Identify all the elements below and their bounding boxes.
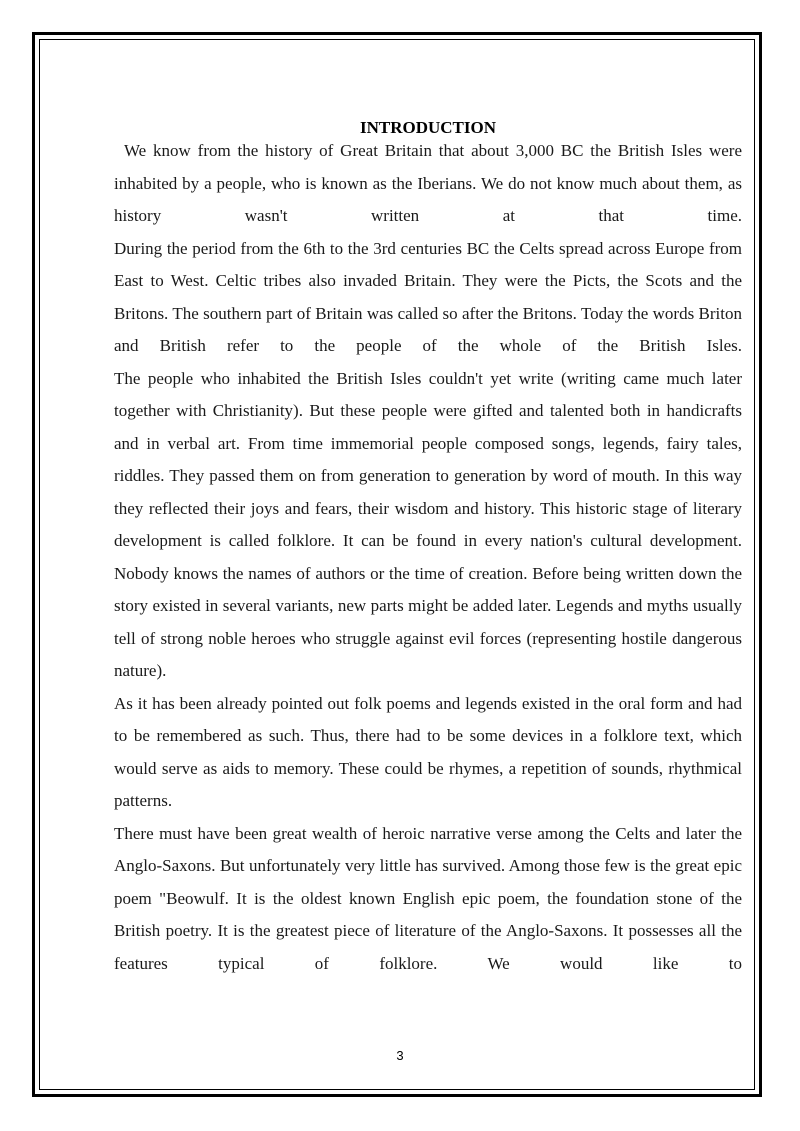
document-body <box>114 118 742 980</box>
paragraph-5: There must have been great wealth of heroic narrative verse among the Celts and later the Anglo-Saxons. But unfortunately very little has survived. Among those few is the great epic poem "Beowulf. It is the oldest known English epic poem, the foundation stone of the British poetry. It is the greatest piece of literature of the Anglo-Saxons. It possesses all the features typical of folklore. We would like to <box>114 823 742 973</box>
paragraph-3: The people who inhabited the British Isles couldn't yet write (writing came much later together with Christianity). But these people were gifted and talented both in handicrafts and in verbal art. From time immemorial people composed songs, legends, fairy tales, riddles. They passed them on from generation to generation by word of mouth. In this way they reflected their joys and fears, their wisdom and history. This historic stage of literary development is called folklore. It can be found in every nation's cultural development. Nobody knows the names of authors or the time of creation. Before being written down the story existed in several variants, new parts might be added later. Legends and myths usually tell of strong noble heroes who struggle against evil forces (representing hostile dangerous nature). <box>114 368 742 680</box>
paragraph-4: As it has been already pointed out folk poems and legends existed in the oral form and had to be remembered as such. Thus, there had to be some devices in a folklore text, which would serve as aids to memory. These could be rhymes, a repetition of sounds, rhythmical patterns. <box>114 693 742 810</box>
paragraph-1: We know from the history of Great Britain that about 3,000 BC the British Isles were inhabited by a people, who is known as the Iberians. We do not know much about them, as history wasn't written at that time. <box>114 141 742 225</box>
document-title: INTRODUCTION <box>359 118 497 137</box>
page-number: 3 <box>396 1048 404 1063</box>
paragraph-2: During the period from the 6th to the 3rd centuries BC the Celts spread across Europe from East to West. Celtic tribes also invaded Britain. They were the Picts, the Scots and the Britons. The southern part of Britain was called so after the Britons. Today the words Briton and British refer to the people of the whole of the British Isles. <box>114 238 742 355</box>
